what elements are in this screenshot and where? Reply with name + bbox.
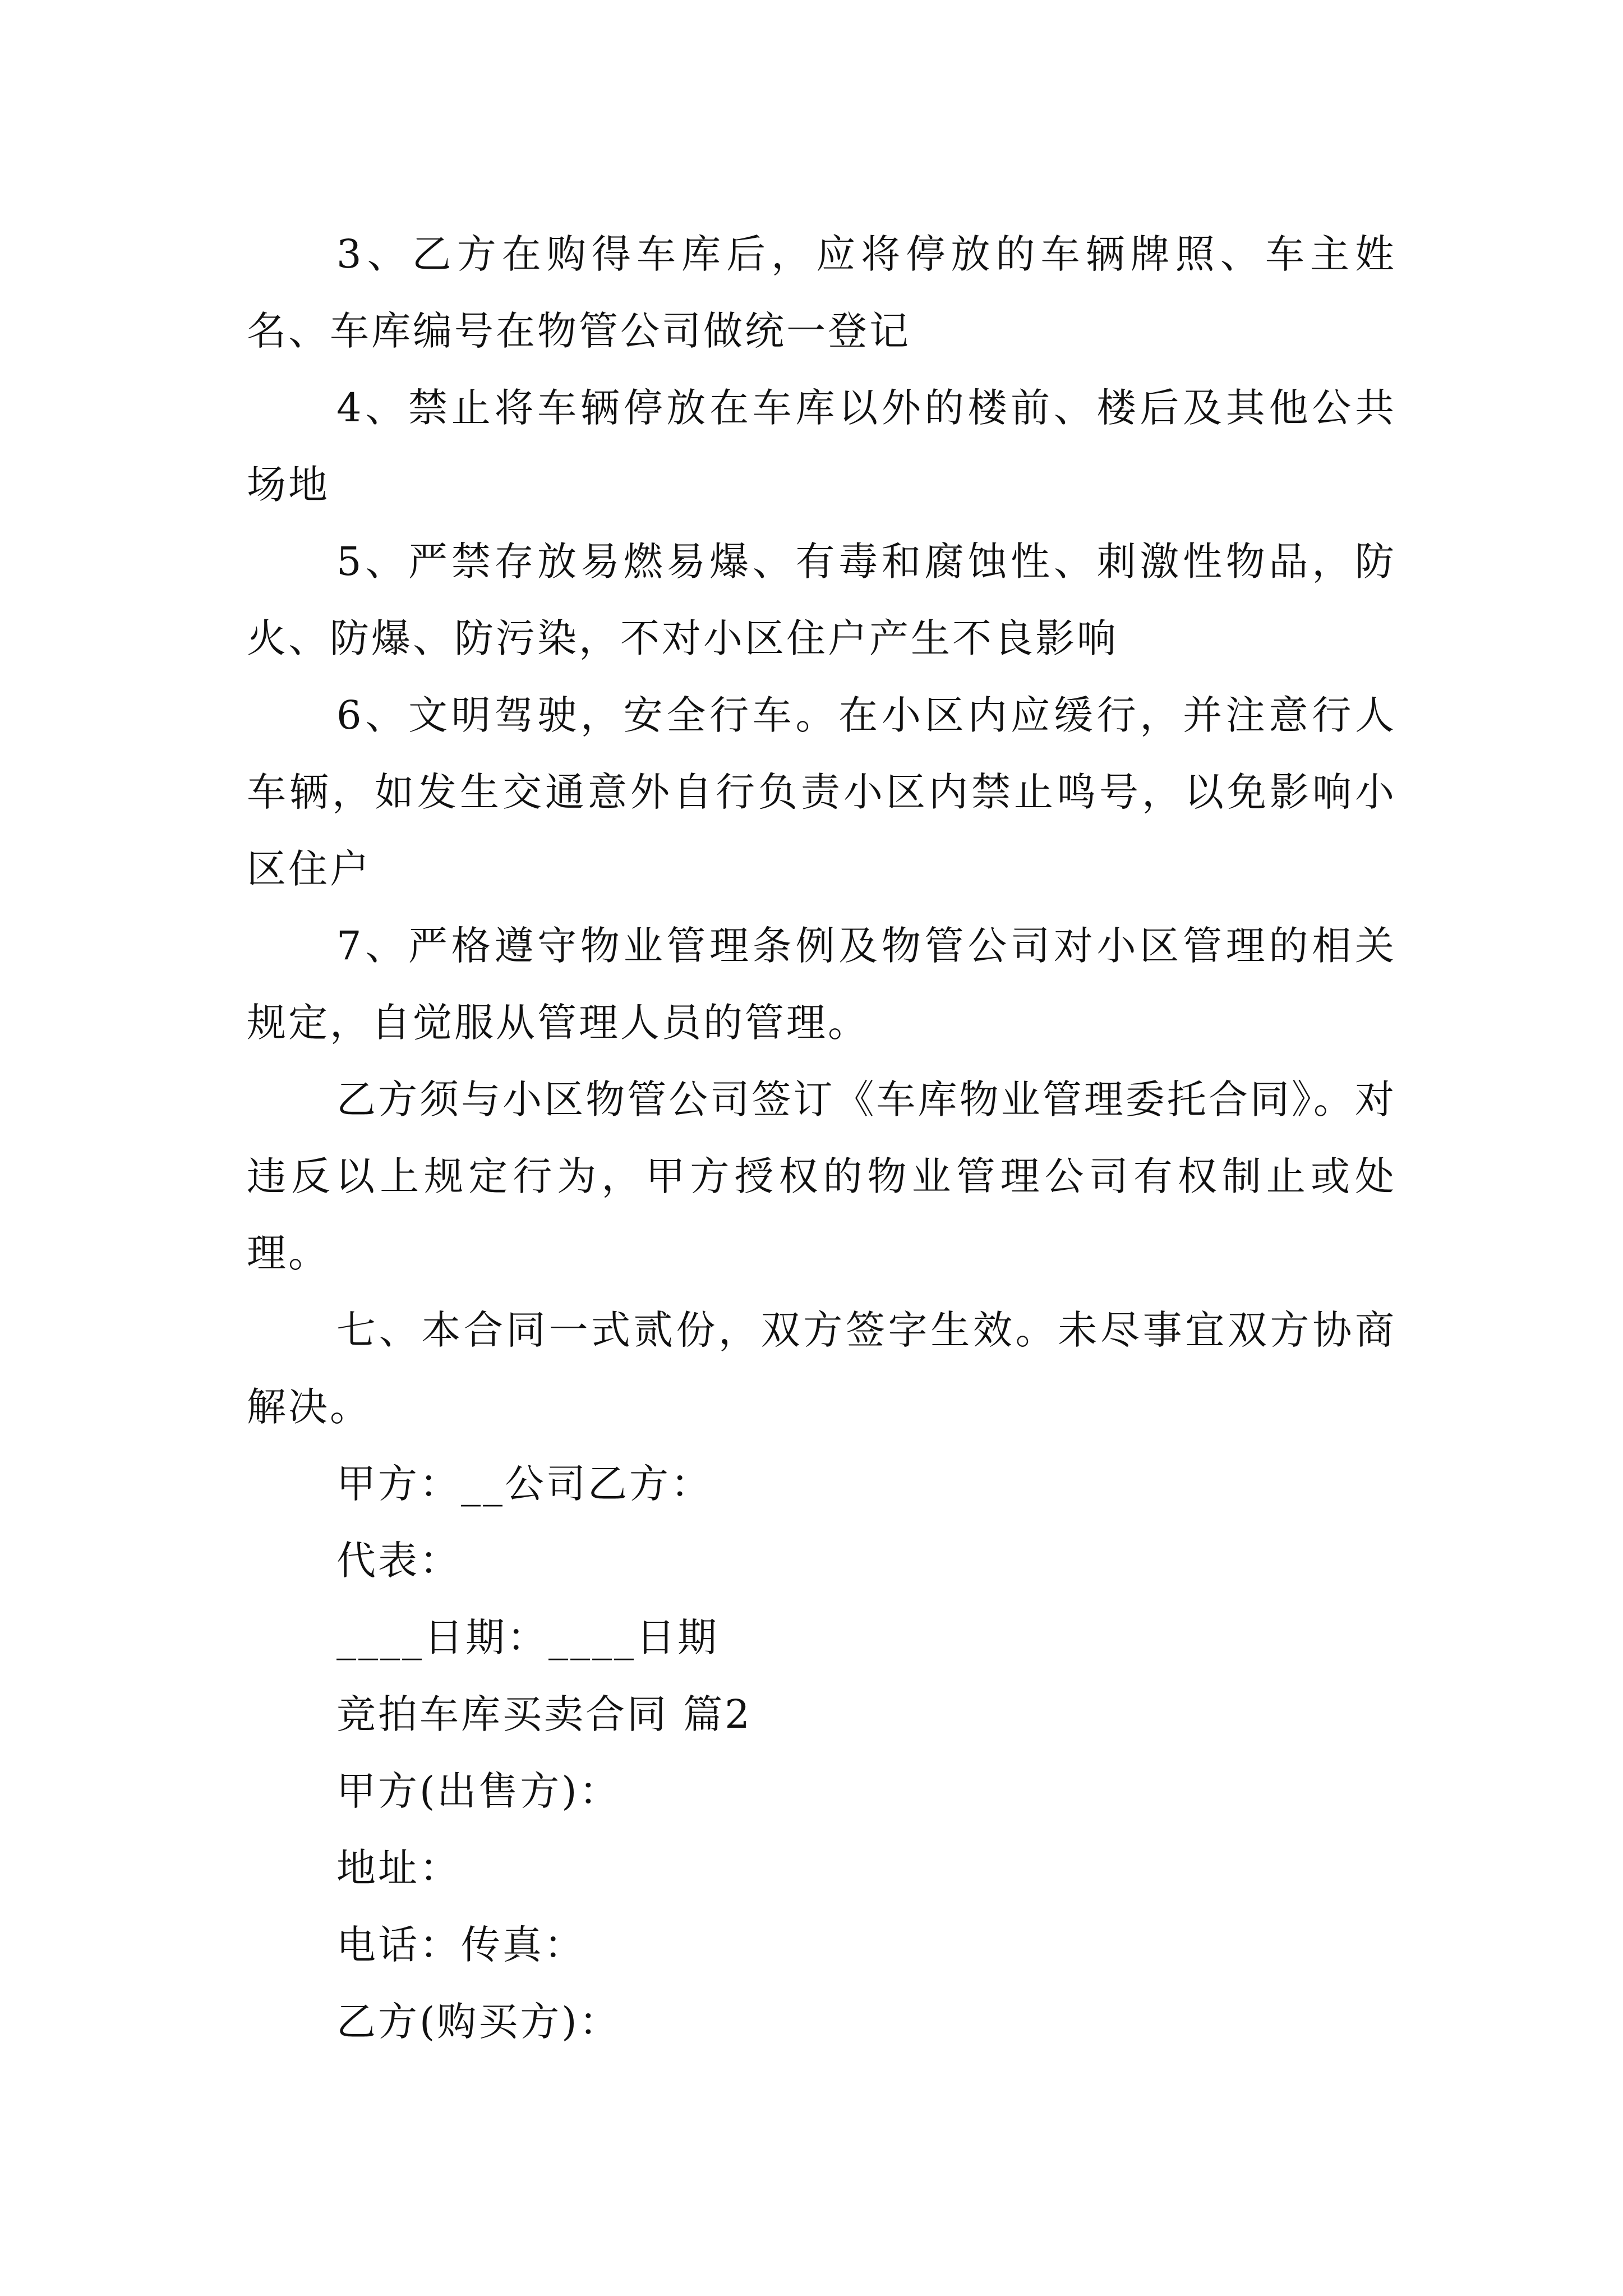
seller-line: 甲方(出售方)： [336,1768,621,1814]
date-line: ____日期：____日期 [336,1614,719,1660]
clause-5-paragraph: 5、严禁存放易燃易爆、有毒和腐蚀性、刺激性物品，防火、防爆、防污染，不对小区住户产生不良影响 [247,539,1396,661]
clause-3-paragraph: 3、乙方在购得车库后，应将停放的车辆牌照、车主姓名、车库编号在物管公司做统一登记 [247,231,1396,354]
clause-7-paragraph: 7、严格遵守物业管理条例及物管公司对小区管理的相关规定，自觉服从管理人员的管理。 [247,923,1396,1046]
management-contract-paragraph: 乙方须与小区物管公司签订《车库物业管理委托合同》。对违反以上规定行为，甲方授权的物业管理公司有权制止或处理。 [247,1076,1396,1276]
section-heading: 竞拍车库买卖合同 篇2 [336,1691,752,1737]
document-body [247,216,1396,2060]
clause-6-paragraph: 6、文明驾驶，安全行车。在小区内应缓行，并注意行人车辆，如发生交通意外自行负责小区内禁止鸣号，以免影响小区住户 [247,692,1396,892]
article-seven-paragraph: 七、本合同一式贰份，双方签字生效。未尽事宜双方协商解决。 [247,1307,1396,1430]
clause-4-paragraph: 4、禁止将车辆停放在车库以外的楼前、楼后及其他公共场地 [247,385,1396,508]
phone-fax-line: 电话：传真： [336,1922,585,1968]
buyer-line: 乙方(购买方)： [336,1999,621,2045]
representative-line: 代表： [336,1538,461,1584]
party-a-b-signature-line: 甲方：__公司乙方： [336,1461,712,1507]
address-line: 地址： [336,1845,461,1891]
